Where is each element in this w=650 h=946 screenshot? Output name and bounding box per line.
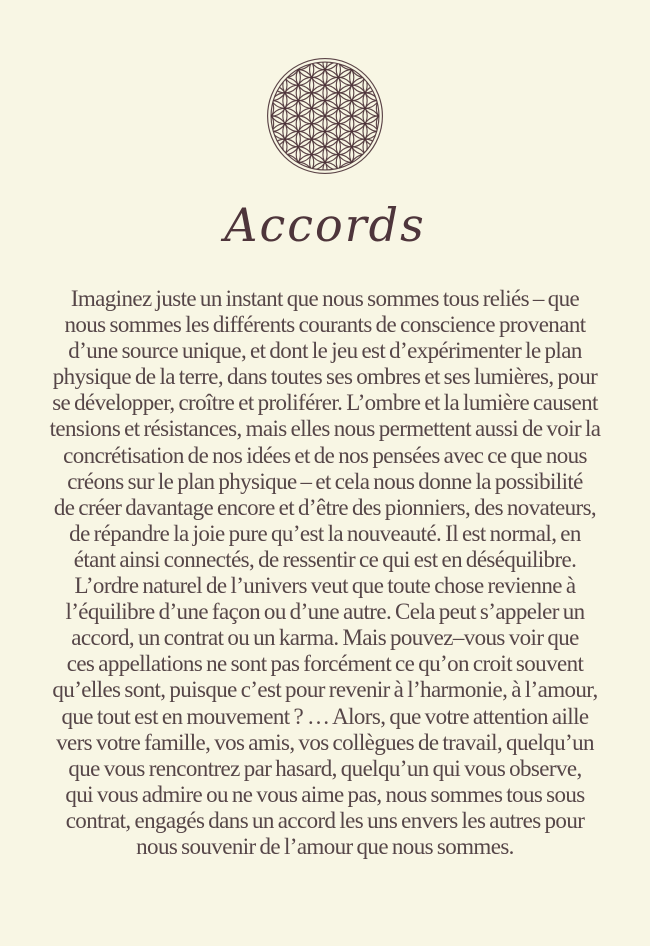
paragraph-line: d’une source unique, et dont le jeu est d’expérimenter le plan	[68, 338, 582, 364]
paragraph-line: étant ainsi connectés, de ressentir ce qui est en déséquilibre.	[73, 546, 577, 572]
paragraph-line: qu’elles sont, puisque c’est pour revenir à l’harmonie, à l’amour,	[52, 677, 598, 703]
paragraph-line: ces appellations ne sont pas forcément ce qu’on croit souvent	[66, 651, 584, 677]
paragraph-line: de répandre la joie pure qu’est la nouveauté. Il est normal, en	[69, 520, 581, 546]
paragraph-line: créons sur le plan physique – et cela nous donne la possibilité	[67, 468, 583, 494]
paragraph-line: qui vous admire ou ne vous aime pas, nous sommes tous sous	[65, 781, 585, 807]
paragraph-line: accord, un contrat ou un karma. Mais pouvez–vous voir que	[71, 625, 579, 651]
paragraph	[0, 286, 650, 860]
paragraph-line: L’ordre naturel de l’univers veut que toute chose revienne à	[74, 573, 576, 599]
paragraph-line: se développer, croître et proliférer. L’ombre et la lumière causent	[52, 390, 598, 416]
paragraph-line: tensions et résistances, mais elles nous permettent aussi de voir la	[49, 416, 601, 442]
paragraph-line: que vous rencontrez par hasard, quelqu’un qui vous observe,	[68, 755, 582, 781]
paragraph-line: vers votre famille, vos amis, vos collègues de travail, quelqu’un	[56, 729, 594, 755]
paragraph-line: que tout est en mouvement ? … Alors, que votre attention aille	[61, 703, 589, 729]
paragraph-line: nous sommes les différents courants de conscience provenant	[64, 312, 586, 338]
page-title: Accords	[224, 198, 426, 252]
paragraph-line: de créer davantage encore et d’être des pionniers, des novateurs,	[53, 494, 597, 520]
paragraph-line: l’équilibre d’une façon ou d’une autre. Cela peut s’appeler un	[65, 599, 585, 625]
paragraph-line: physique de la terre, dans toutes ses ombres et ses lumières, pour	[52, 364, 598, 390]
paragraph-line: nous souvenir de l’amour que nous sommes.	[136, 833, 514, 859]
paragraph-line: contrat, engagés dans un accord les uns envers les autres pour	[65, 807, 585, 833]
paragraph-line: Imaginez juste un instant que nous sommes tous reliés – que	[70, 286, 580, 311]
flower-of-life-icon	[267, 58, 383, 174]
paragraph-line: concrétisation de nos idées et de nos pensées avec ce que nous	[63, 442, 587, 468]
